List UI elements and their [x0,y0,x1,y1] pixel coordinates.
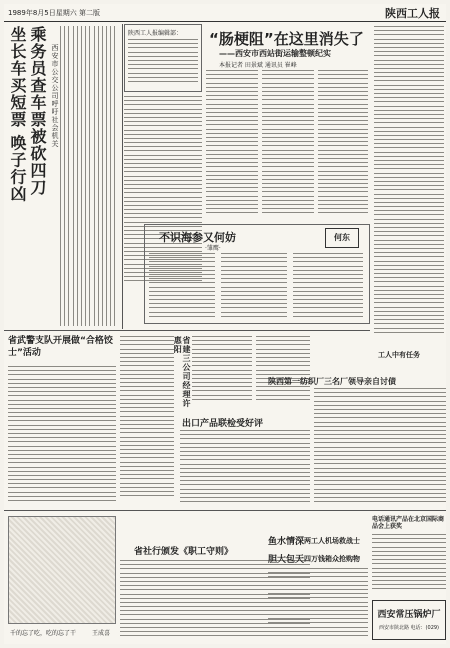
ad-title: 西安常压锅炉厂 [377,610,441,620]
factory-text [314,388,446,506]
letter-box-header: 陕西工人报编辑部： [128,30,183,37]
divider [4,330,370,331]
bold-headline: 胆大包天 [268,555,305,565]
mid-left-text [120,336,174,506]
divider [4,510,446,511]
mid-text-2 [256,336,310,406]
mid-text [192,336,252,406]
fish-text [268,568,368,640]
main-byline: 本报记者 田景斌 通讯员 崔峰 [219,62,297,69]
mid-story-headline: 出口产品联检受好评 [182,419,264,429]
cartoon-illustration [8,516,116,624]
mid-vertical-headline: 省建三公司经理许惠阳 [173,336,191,408]
left-story-headline: 省武警支队开展做“合格饺士”活动 [8,336,113,358]
column-box [144,224,370,324]
cartoon-caption: 千的忘了吃，吃的忘了干 [10,630,77,637]
left-caption: 西安市公交公司呼吁社会机关 [51,44,59,148]
left-story-text [8,366,116,506]
newspaper-page [4,4,446,644]
award-text [372,534,446,594]
bold-subtitle: 四万钱箱众抢购物 [304,555,360,563]
left-vertical-text [60,26,120,326]
main-headline: “肠梗阻”在这里消失了 [209,30,364,48]
ad-subtitle: 西安市陕北路 电话：(029) [378,625,440,631]
issue-date: 1989年8月5日星期六 第二版 [8,9,100,17]
divider [122,24,123,329]
main-text-1 [206,70,258,220]
masthead [4,4,446,22]
newspaper-logo: 陕西工人报 [385,7,440,20]
mid-story-text [180,430,310,506]
factory-headline: 陕西第一纺织厂三名厂领导亲自讨债 [268,377,396,386]
left-headline-1: 坐长车买短票 唤子行凶 [8,26,27,203]
bottom-story-headline: 省社行颁发《职工守则》 [134,547,234,557]
cartoon-credit: 王成喜 [92,630,111,637]
column-title: 不识海参又何妨 [159,231,236,244]
column-byline: ·雏鹰· [205,245,221,252]
right-small-headline: 工人中有任务 [378,351,420,359]
brand-stamp: 何东 [325,228,359,248]
fish-subtitle: 两工人机场救战士 [304,537,360,545]
main-text-2 [262,70,314,220]
main-text-3 [318,70,368,220]
letter-box [124,24,202,92]
award-headline: 电话通讯产品在北京国际商品会上获奖 [372,516,445,531]
advertisement [372,600,446,640]
main-subtitle: ——西安市西站街运输整顿纪实 [219,49,331,58]
left-headline-2: 乘务员查车票被砍四刀 [28,26,47,196]
fish-headline: 鱼水情深 [268,537,305,547]
right-column-text [374,26,444,346]
